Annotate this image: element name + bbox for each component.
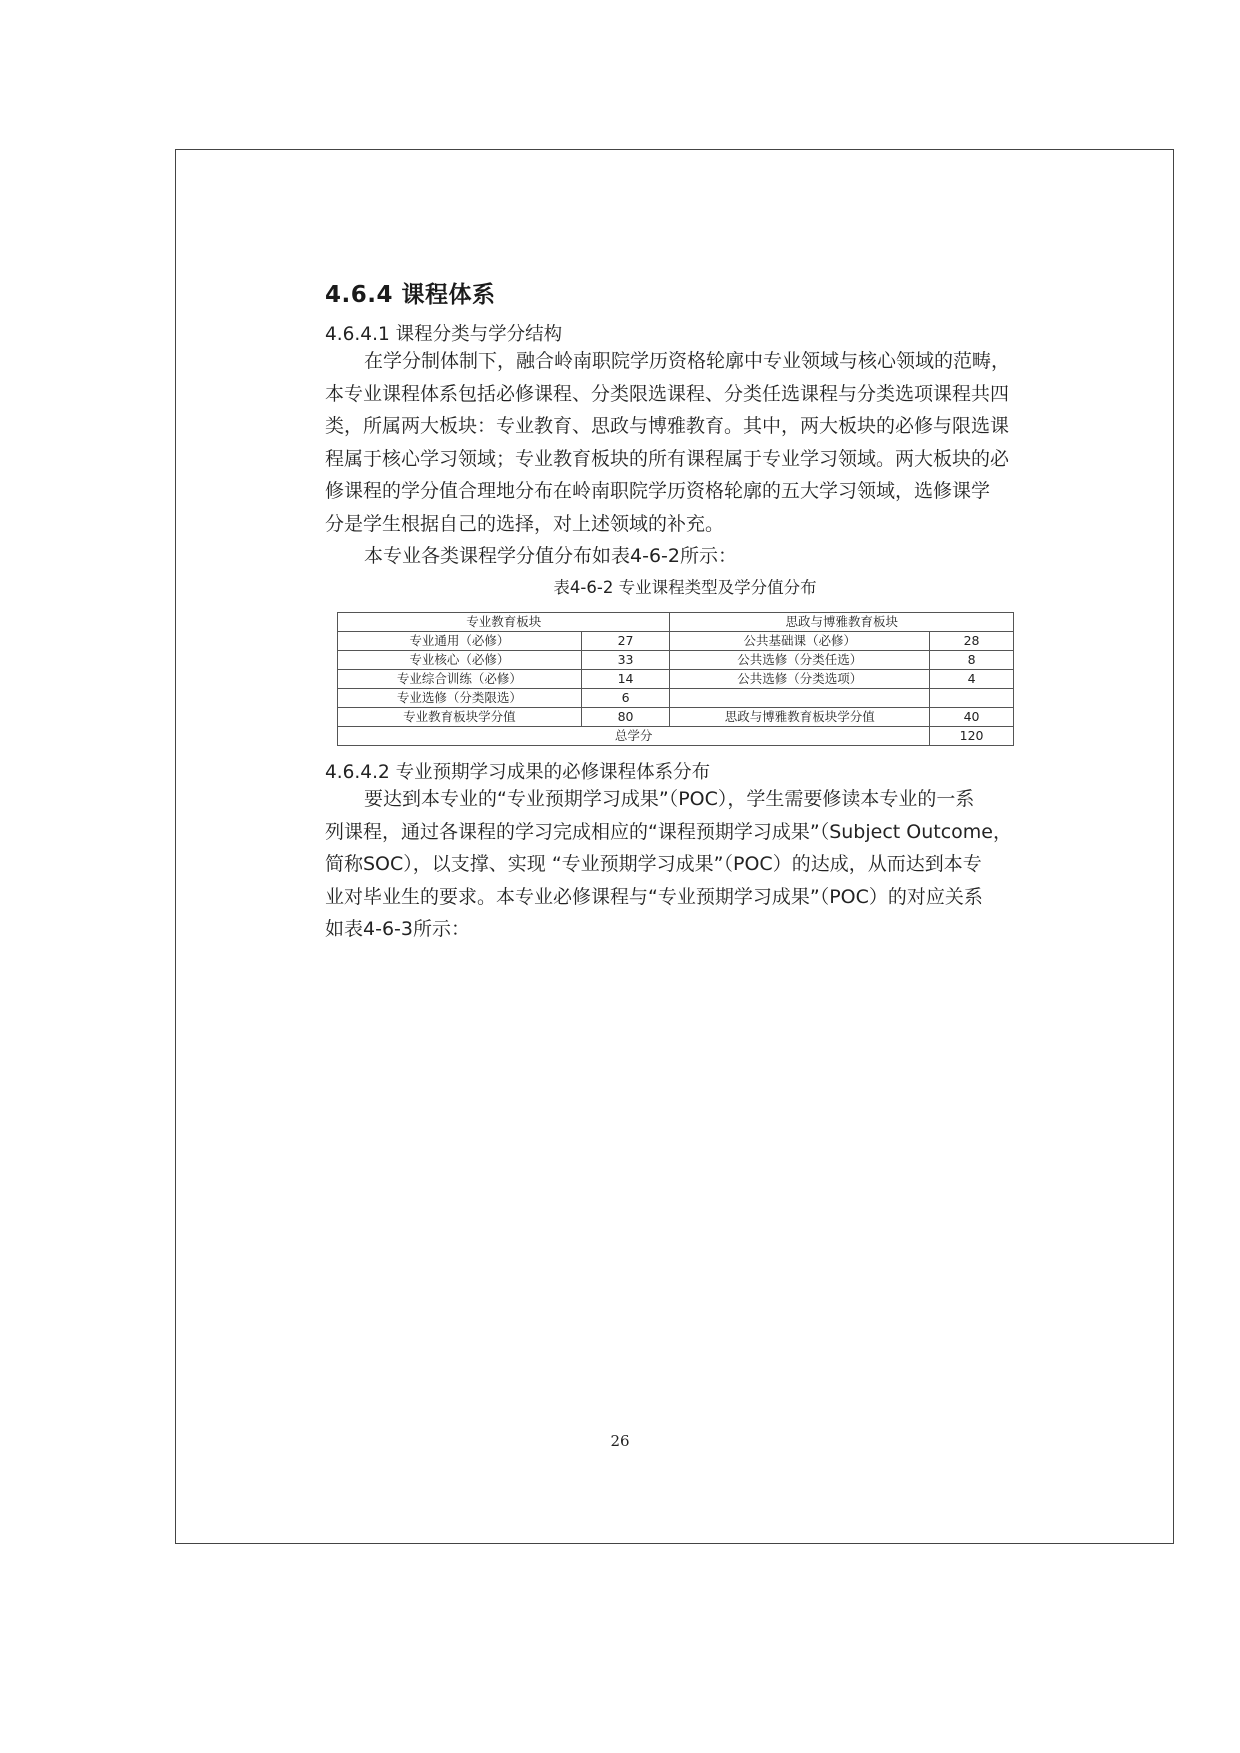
paragraph-poc-mapping	[325, 783, 1050, 946]
table-total-row	[338, 727, 1014, 746]
text-line: 本专业各类课程学分值分布如表4-6-2所示：	[364, 545, 737, 567]
table-cell: 公共选修（分类任选）	[670, 651, 930, 670]
text-line: 修课程的学分值合理地分布在岭南职院学历资格轮廓的五大学习领域，选修课学	[325, 480, 991, 502]
text-line: 程属于核心学习领域；专业教育板块的所有课程属于专业学习领域。两大板块的必	[325, 447, 1010, 470]
text-line: 简称SOC），以支撑、实现 “专业预期学习成果”（POC）的达成，从而达到本专	[325, 853, 982, 875]
table-row	[338, 670, 1014, 689]
text-line: 列课程，通过各课程的学习完成相应的“课程预期学习成果”（Subject Outcome，	[325, 820, 1012, 843]
subsection-title-1: 4.6.4.1 课程分类与学分结构	[325, 324, 563, 345]
table-cell: 思政与博雅教育板块学分值	[670, 708, 930, 727]
table-cell: 8	[930, 651, 1014, 670]
table-cell: 14	[581, 670, 670, 689]
table-cell: 6	[581, 689, 670, 708]
table-cell: 27	[581, 632, 670, 651]
table-row	[338, 632, 1014, 651]
table-cell: 专业通用（必修）	[338, 632, 582, 651]
text-line: 分是学生根据自己的选择，对上述领域的补充。	[325, 512, 725, 535]
table-cell	[930, 689, 1014, 708]
text-line: 在学分制体制下，融合岭南职院学历资格轮廓中专业领域与核心领域的范畴，	[364, 350, 1011, 372]
total-label-cell: 总学分	[338, 727, 930, 746]
table-cell: 4	[930, 670, 1014, 689]
table-cell: 专业综合训练（必修）	[338, 670, 582, 689]
subsection-title-2: 4.6.4.2 专业预期学习成果的必修课程体系分布	[325, 762, 711, 783]
table-cell: 33	[581, 651, 670, 670]
table-caption: 表4-6-2 专业课程类型及学分值分布	[553, 578, 817, 597]
table-cell: 专业选修（分类限选）	[338, 689, 582, 708]
table-cell: 公共基础课（必修）	[670, 632, 930, 651]
text-line: 类，所属两大板块：专业教育、思政与博雅教育。其中，两大板块的必修与限选课	[325, 415, 1010, 437]
table-cell: 40	[930, 708, 1014, 727]
text-line: 业对毕业生的要求。本专业必修课程与“专业预期学习成果”（POC）的对应关系	[325, 885, 983, 908]
table-cell: 专业教育板块学分值	[338, 708, 582, 727]
table-cell	[670, 689, 930, 708]
page-number: 26	[610, 1432, 630, 1450]
text-line: 本专业课程体系包括必修课程、分类限选课程、分类任选课程与分类选项课程共四	[325, 382, 1010, 405]
text-line: 如表4-6-3所示：	[325, 918, 470, 940]
text-line: 要达到本专业的“专业预期学习成果”（POC），学生需要修读本专业的一系	[364, 788, 975, 810]
table-header-cell: 思政与博雅教育板块	[670, 613, 1014, 632]
table-cell: 80	[581, 708, 670, 727]
table-header-cell: 专业教育板块	[338, 613, 670, 632]
credit-distribution-table	[337, 612, 1014, 746]
table-row	[338, 651, 1014, 670]
table-header-row	[338, 613, 1014, 632]
table-cell: 28	[930, 632, 1014, 651]
table-cell: 公共选修（分类选项）	[670, 670, 930, 689]
total-value-cell: 120	[930, 727, 1014, 746]
paragraph-course-structure	[325, 345, 1050, 573]
table-cell: 专业核心（必修）	[338, 651, 582, 670]
table-row	[338, 689, 1014, 708]
section-heading: 4.6.4 课程体系	[325, 282, 496, 308]
table-row	[338, 708, 1014, 727]
